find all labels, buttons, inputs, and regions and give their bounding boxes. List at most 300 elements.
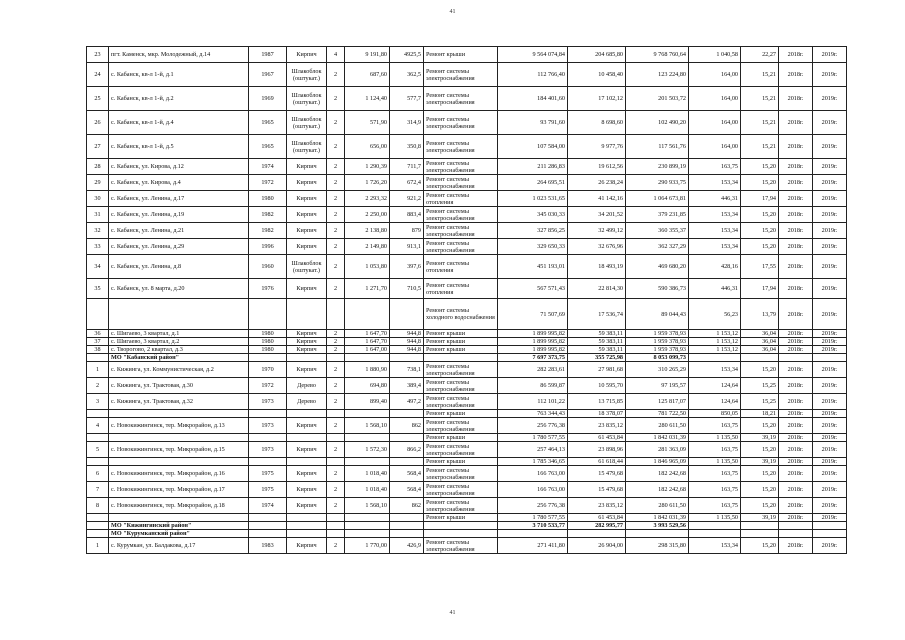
cell-y2: 2019г. xyxy=(813,135,847,159)
cell-num xyxy=(87,522,109,530)
cell-mat: Кирпич xyxy=(287,330,327,338)
cell-fl: 2 xyxy=(327,418,345,434)
cell-mat xyxy=(287,458,327,466)
cell-y2: 2019г. xyxy=(813,239,847,255)
cell-num: 4 xyxy=(87,418,109,434)
cell-ar1: 571,90 xyxy=(345,111,390,135)
cell-addr: с. Новокижингинск, тер. Микрорайон, д.15 xyxy=(109,442,249,458)
cell-ar2: 710,5 xyxy=(390,279,424,299)
cell-ar1: 1 018,40 xyxy=(345,482,390,498)
cell-m2: 8 698,60 xyxy=(568,111,626,135)
cell-y1: 2018г. xyxy=(779,175,813,191)
cell-y1: 2018г. xyxy=(779,191,813,207)
cell-ar2: 350,8 xyxy=(390,135,424,159)
cell-addr: с. Новокижингинск, тер. Микрорайон, д.13 xyxy=(109,418,249,434)
cell-ar1: 1 053,80 xyxy=(345,255,390,279)
cell-u1 xyxy=(689,354,741,362)
cell-y1: 2018г. xyxy=(779,394,813,410)
cell-m3: 117 561,76 xyxy=(626,135,689,159)
cell-fl: 2 xyxy=(327,191,345,207)
cell-u2: 17,55 xyxy=(741,255,779,279)
cell-u2: 15,20 xyxy=(741,175,779,191)
cell-year: 1974 xyxy=(249,159,287,175)
cell-u1: 163,75 xyxy=(689,159,741,175)
cell-m2: 17 102,12 xyxy=(568,87,626,111)
cell-mat: Кирпич xyxy=(287,418,327,434)
cell-num: 1 xyxy=(87,538,109,554)
cell-mat: Кирпич xyxy=(287,362,327,378)
table-row xyxy=(87,498,847,514)
cell-fl: 2 xyxy=(327,466,345,482)
cell-u2: 17,94 xyxy=(741,279,779,299)
cell-m2: 41 142,16 xyxy=(568,191,626,207)
table-row xyxy=(87,434,847,442)
cell-addr: пгт. Каменск, мкр. Молодежный, д.14 xyxy=(109,47,249,63)
cell-y2: 2019г. xyxy=(813,223,847,239)
cell-ar1: 1 271,70 xyxy=(345,279,390,299)
cell-fl: 2 xyxy=(327,482,345,498)
cell-u1 xyxy=(689,530,741,538)
cell-addr: с. Кабанск, ул. Ленина, д.17 xyxy=(109,191,249,207)
cell-fl: 2 xyxy=(327,362,345,378)
cell-m1: 282 283,61 xyxy=(498,362,568,378)
cell-ar1 xyxy=(345,434,390,442)
cell-u1: 153,34 xyxy=(689,175,741,191)
cell-u2: 15,20 xyxy=(741,239,779,255)
cell-num: 2 xyxy=(87,378,109,394)
cell-m3: 9 768 760,64 xyxy=(626,47,689,63)
cell-work: Ремонт системы электроснабжения xyxy=(424,87,498,111)
cell-y1 xyxy=(779,354,813,362)
cell-fl: 2 xyxy=(327,175,345,191)
cell-mat: Кирпич xyxy=(287,442,327,458)
cell-year: 1974 xyxy=(249,498,287,514)
cell-m2: 22 814,30 xyxy=(568,279,626,299)
cell-m1: 1 780 577,55 xyxy=(498,434,568,442)
cell-y1: 2018г. xyxy=(779,434,813,442)
cell-u1: 153,34 xyxy=(689,538,741,554)
cell-fl: 2 xyxy=(327,538,345,554)
cell-num xyxy=(87,410,109,418)
cell-y2: 2019г. xyxy=(813,255,847,279)
cell-fl: 2 xyxy=(327,279,345,299)
cell-u2: 36,04 xyxy=(741,346,779,354)
cell-y2: 2019г. xyxy=(813,346,847,354)
cell-ar1: 1 647,70 xyxy=(345,330,390,338)
cell-year: 1973 xyxy=(249,418,287,434)
cell-addr xyxy=(109,299,249,330)
table-row xyxy=(87,87,847,111)
cell-addr: с. Кабанск, ул. Ленина, д.29 xyxy=(109,239,249,255)
cell-m1: 1 023 531,65 xyxy=(498,191,568,207)
cell-ar1 xyxy=(345,530,390,538)
cell-mat: Шлакоблок (оштукат.) xyxy=(287,63,327,87)
table-row xyxy=(87,410,847,418)
cell-y2: 2019г. xyxy=(813,63,847,87)
cell-fl: 2 xyxy=(327,330,345,338)
cell-ar2 xyxy=(390,530,424,538)
cell-y1: 2018г. xyxy=(779,418,813,434)
cell-m2: 23 835,12 xyxy=(568,418,626,434)
cell-ar1 xyxy=(345,354,390,362)
cell-m3 xyxy=(626,530,689,538)
cell-m2: 355 725,98 xyxy=(568,354,626,362)
cell-m1: 345 030,33 xyxy=(498,207,568,223)
table-row xyxy=(87,135,847,159)
cell-mat: Шлакоблок (оштукат.) xyxy=(287,135,327,159)
table-row xyxy=(87,47,847,63)
cell-num xyxy=(87,458,109,466)
cell-y1: 2018г. xyxy=(779,207,813,223)
cell-m2: 61 618,44 xyxy=(568,458,626,466)
cell-mat: Кирпич xyxy=(287,498,327,514)
cell-year: 1996 xyxy=(249,239,287,255)
cell-u1: 1 135,50 xyxy=(689,434,741,442)
cell-work: Ремонт системы электроснабжения xyxy=(424,466,498,482)
cell-year: 1973 xyxy=(249,442,287,458)
table-row xyxy=(87,346,847,354)
cell-y1: 2018г. xyxy=(779,378,813,394)
cell-y2 xyxy=(813,354,847,362)
cell-year: 1983 xyxy=(249,538,287,554)
table-row xyxy=(87,338,847,346)
cell-addr xyxy=(109,458,249,466)
cell-u2: 36,04 xyxy=(741,330,779,338)
cell-u1: 56,23 xyxy=(689,299,741,330)
cell-m3: 182 242,68 xyxy=(626,482,689,498)
cell-ar2: 314,9 xyxy=(390,111,424,135)
cell-num: 28 xyxy=(87,159,109,175)
cell-m3: 781 722,50 xyxy=(626,410,689,418)
cell-y2: 2019г. xyxy=(813,207,847,223)
cell-m2: 61 453,84 xyxy=(568,514,626,522)
cell-m1 xyxy=(498,530,568,538)
cell-y1: 2018г. xyxy=(779,279,813,299)
cell-work: Ремонт крыши xyxy=(424,410,498,418)
cell-ar2: 862 xyxy=(390,418,424,434)
table-row xyxy=(87,239,847,255)
cell-mat: Кирпич xyxy=(287,239,327,255)
cell-u2: 36,04 xyxy=(741,338,779,346)
cell-ar1: 1 018,40 xyxy=(345,466,390,482)
table-row xyxy=(87,63,847,87)
cell-ar2 xyxy=(390,299,424,330)
cell-year: 1967 xyxy=(249,63,287,87)
cell-m3: 102 490,20 xyxy=(626,111,689,135)
cell-u2 xyxy=(741,522,779,530)
table-row xyxy=(87,538,847,554)
cell-year: 1972 xyxy=(249,175,287,191)
cell-mat xyxy=(287,299,327,330)
cell-year xyxy=(249,354,287,362)
cell-m2: 15 479,68 xyxy=(568,466,626,482)
cell-m1: 451 193,01 xyxy=(498,255,568,279)
table-row xyxy=(87,362,847,378)
cell-m1: 256 776,38 xyxy=(498,418,568,434)
cell-work: Ремонт системы электроснабжения xyxy=(424,111,498,135)
cell-fl xyxy=(327,458,345,466)
cell-ar2: 944,8 xyxy=(390,338,424,346)
cell-work: Ремонт системы отопления xyxy=(424,191,498,207)
cell-u2: 17,94 xyxy=(741,191,779,207)
cell-u1: 428,16 xyxy=(689,255,741,279)
cell-year: 1982 xyxy=(249,223,287,239)
cell-ar2: 389,4 xyxy=(390,378,424,394)
cell-work: Ремонт системы электроснабжения xyxy=(424,239,498,255)
cell-m1: 184 401,60 xyxy=(498,87,568,111)
cell-u1: 163,75 xyxy=(689,418,741,434)
cell-fl: 2 xyxy=(327,498,345,514)
cell-ar2 xyxy=(390,522,424,530)
cell-num xyxy=(87,530,109,538)
cell-mat: Шлакоблок (оштукат.) xyxy=(287,87,327,111)
cell-m2: 204 685,80 xyxy=(568,47,626,63)
cell-ar2: 568,4 xyxy=(390,466,424,482)
cell-y2: 2019г. xyxy=(813,338,847,346)
cell-addr: с. Новокижингинск, тер. Микрорайон, д.17 xyxy=(109,482,249,498)
cell-y1: 2018г. xyxy=(779,111,813,135)
cell-ar2: 711,7 xyxy=(390,159,424,175)
cell-ar2: 738,1 xyxy=(390,362,424,378)
cell-u1: 446,31 xyxy=(689,191,741,207)
table-row xyxy=(87,207,847,223)
cell-year xyxy=(249,458,287,466)
cell-work xyxy=(424,530,498,538)
cell-num: 6 xyxy=(87,466,109,482)
cell-year: 1975 xyxy=(249,482,287,498)
cell-m2: 27 981,68 xyxy=(568,362,626,378)
cell-m2: 9 977,76 xyxy=(568,135,626,159)
cell-y1: 2018г. xyxy=(779,410,813,418)
cell-m1: 112 766,40 xyxy=(498,63,568,87)
cell-work: Ремонт крыши xyxy=(424,458,498,466)
cell-ar2: 883,4 xyxy=(390,207,424,223)
cell-work: Ремонт крыши xyxy=(424,330,498,338)
cell-u2: 15,20 xyxy=(741,498,779,514)
cell-addr: с. Кабанск, кв-л 1-й, д.4 xyxy=(109,111,249,135)
cell-fl: 2 xyxy=(327,394,345,410)
cell-ar1 xyxy=(345,522,390,530)
cell-y1: 2018г. xyxy=(779,346,813,354)
cell-m3: 362 327,29 xyxy=(626,239,689,255)
cell-y2: 2019г. xyxy=(813,538,847,554)
cell-year: 1980 xyxy=(249,346,287,354)
cell-work: Ремонт крыши xyxy=(424,47,498,63)
cell-mat: Кирпич xyxy=(287,279,327,299)
cell-year xyxy=(249,530,287,538)
cell-m2 xyxy=(568,530,626,538)
cell-work: Ремонт системы отопления xyxy=(424,279,498,299)
cell-num: 5 xyxy=(87,442,109,458)
cell-num: 1 xyxy=(87,362,109,378)
table-row xyxy=(87,442,847,458)
cell-m2: 17 536,74 xyxy=(568,299,626,330)
cell-m1: 257 464,13 xyxy=(498,442,568,458)
cell-num xyxy=(87,434,109,442)
cell-m2: 59 383,11 xyxy=(568,330,626,338)
cell-u2: 22,27 xyxy=(741,47,779,63)
cell-y2: 2019г. xyxy=(813,330,847,338)
cell-ar1: 1 880,90 xyxy=(345,362,390,378)
cell-m1: 256 776,38 xyxy=(498,498,568,514)
cell-ar1: 899,40 xyxy=(345,394,390,410)
table-row xyxy=(87,514,847,522)
cell-u1: 153,34 xyxy=(689,239,741,255)
cell-mat: Кирпич xyxy=(287,159,327,175)
cell-y2: 2019г. xyxy=(813,279,847,299)
cell-y1 xyxy=(779,530,813,538)
cell-mat: Кирпич xyxy=(287,338,327,346)
cell-fl xyxy=(327,514,345,522)
cell-m2: 32 499,12 xyxy=(568,223,626,239)
cell-y1: 2018г. xyxy=(779,159,813,175)
cell-fl xyxy=(327,522,345,530)
cell-u2: 39,19 xyxy=(741,434,779,442)
cell-m3: 97 195,57 xyxy=(626,378,689,394)
cell-addr: МО "Кабанский район" xyxy=(109,354,249,362)
cell-year: 1987 xyxy=(249,47,287,63)
cell-m2: 13 715,85 xyxy=(568,394,626,410)
cell-m1: 211 286,83 xyxy=(498,159,568,175)
cell-ar1: 1 290,39 xyxy=(345,159,390,175)
cell-ar1: 694,80 xyxy=(345,378,390,394)
cell-m3: 298 315,80 xyxy=(626,538,689,554)
table-row xyxy=(87,279,847,299)
cell-m2: 26 238,24 xyxy=(568,175,626,191)
cell-m1: 9 564 074,84 xyxy=(498,47,568,63)
cell-work: Ремонт системы электроснабжения xyxy=(424,135,498,159)
cell-work: Ремонт системы электроснабжения xyxy=(424,442,498,458)
cell-m1: 327 856,25 xyxy=(498,223,568,239)
cell-year: 1973 xyxy=(249,394,287,410)
cell-mat xyxy=(287,354,327,362)
cell-m2: 34 201,52 xyxy=(568,207,626,223)
cell-y2: 2019г. xyxy=(813,47,847,63)
cell-fl: 2 xyxy=(327,159,345,175)
cell-mat: Шлакоблок (оштукат.) xyxy=(287,255,327,279)
cell-num: 25 xyxy=(87,87,109,111)
cell-y1: 2018г. xyxy=(779,255,813,279)
cell-mat xyxy=(287,410,327,418)
cell-m1: 763 344,43 xyxy=(498,410,568,418)
cell-m2: 23 898,96 xyxy=(568,442,626,458)
cell-y2: 2019г. xyxy=(813,175,847,191)
cell-mat: Кирпич xyxy=(287,175,327,191)
cell-fl: 2 xyxy=(327,346,345,354)
cell-u1: 163,75 xyxy=(689,442,741,458)
cell-mat: Дерево xyxy=(287,394,327,410)
cell-ar2: 672,4 xyxy=(390,175,424,191)
cell-y2 xyxy=(813,530,847,538)
cell-y1: 2018г. xyxy=(779,498,813,514)
cell-u2: 15,25 xyxy=(741,378,779,394)
cell-u1: 850,05 xyxy=(689,410,741,418)
cell-y1: 2018г. xyxy=(779,47,813,63)
cell-work: Ремонт системы электроснабжения xyxy=(424,394,498,410)
cell-ar1 xyxy=(345,410,390,418)
cell-y1: 2018г. xyxy=(779,135,813,159)
cell-m1: 271 411,80 xyxy=(498,538,568,554)
cell-work: Ремонт системы электроснабжения xyxy=(424,418,498,434)
cell-addr: с. Новокижингинск, тер. Микрорайон, д.18 xyxy=(109,498,249,514)
cell-m2: 59 383,11 xyxy=(568,346,626,354)
cell-mat: Кирпич xyxy=(287,346,327,354)
cell-year: 1969 xyxy=(249,87,287,111)
cell-u2 xyxy=(741,530,779,538)
table-row xyxy=(87,466,847,482)
cell-work: Ремонт системы электроснабжения xyxy=(424,63,498,87)
cell-mat xyxy=(287,434,327,442)
cell-ar2 xyxy=(390,458,424,466)
cell-u2: 15,20 xyxy=(741,362,779,378)
cell-y2: 2019г. xyxy=(813,442,847,458)
cell-num xyxy=(87,299,109,330)
cell-fl: 2 xyxy=(327,87,345,111)
cell-num xyxy=(87,514,109,522)
cell-u1: 163,75 xyxy=(689,498,741,514)
cell-m3: 281 363,09 xyxy=(626,442,689,458)
cell-addr: с. Кижинга, ул. Трактовая, д.32 xyxy=(109,394,249,410)
cell-m3: 1 959 378,93 xyxy=(626,338,689,346)
municipality-total-row xyxy=(87,530,847,538)
cell-m2: 10 595,70 xyxy=(568,378,626,394)
table-row xyxy=(87,111,847,135)
cell-u1: 164,00 xyxy=(689,87,741,111)
capital-repair-table xyxy=(86,46,847,554)
cell-num: 7 xyxy=(87,482,109,498)
cell-mat: Кирпич xyxy=(287,191,327,207)
cell-m3: 89 044,43 xyxy=(626,299,689,330)
cell-y1: 2018г. xyxy=(779,299,813,330)
cell-addr xyxy=(109,514,249,522)
cell-u2: 15,20 xyxy=(741,442,779,458)
table-row xyxy=(87,330,847,338)
cell-mat xyxy=(287,530,327,538)
cell-m1: 567 571,43 xyxy=(498,279,568,299)
cell-u1: 163,75 xyxy=(689,466,741,482)
cell-year: 1960 xyxy=(249,255,287,279)
cell-m1: 86 599,87 xyxy=(498,378,568,394)
table-row xyxy=(87,223,847,239)
cell-u1: 124,64 xyxy=(689,378,741,394)
cell-fl: 2 xyxy=(327,135,345,159)
cell-addr: с. Новокижингинск, тер. Микрорайон, д.16 xyxy=(109,466,249,482)
cell-fl: 2 xyxy=(327,207,345,223)
cell-work: Ремонт системы электроснабжения xyxy=(424,538,498,554)
cell-mat xyxy=(287,514,327,522)
cell-work: Ремонт крыши xyxy=(424,338,498,346)
cell-u1: 153,34 xyxy=(689,207,741,223)
page-number-top: 41 xyxy=(449,9,456,15)
cell-u1: 1 153,12 xyxy=(689,330,741,338)
cell-y1: 2018г. xyxy=(779,338,813,346)
cell-num: 36 xyxy=(87,330,109,338)
cell-m3: 290 933,75 xyxy=(626,175,689,191)
cell-y2: 2019г. xyxy=(813,410,847,418)
cell-u2: 39,19 xyxy=(741,514,779,522)
cell-u2: 15,20 xyxy=(741,538,779,554)
cell-work: Ремонт системы отопления xyxy=(424,255,498,279)
cell-fl: 4 xyxy=(327,47,345,63)
cell-u2: 15,20 xyxy=(741,159,779,175)
cell-y1: 2018г. xyxy=(779,239,813,255)
cell-ar2: 921,2 xyxy=(390,191,424,207)
cell-y1: 2018г. xyxy=(779,538,813,554)
cell-m3: 182 242,68 xyxy=(626,466,689,482)
cell-y2: 2019г. xyxy=(813,394,847,410)
table-row xyxy=(87,191,847,207)
cell-y1: 2018г. xyxy=(779,466,813,482)
